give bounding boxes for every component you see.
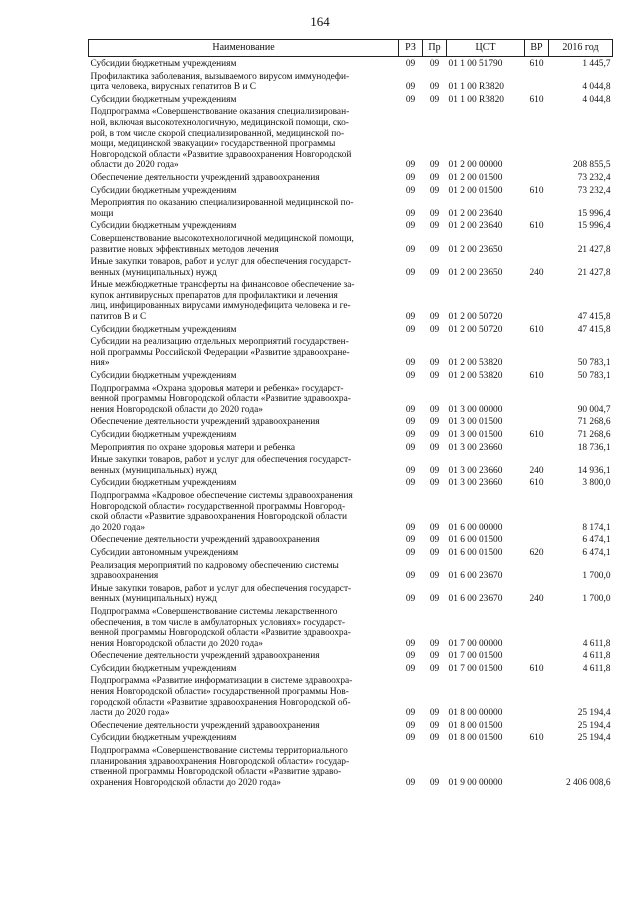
row-amount: 1 445,7: [582, 59, 611, 69]
row-amount: 208 855,5: [573, 160, 611, 171]
row-cst: 01 6 00 23670: [448, 571, 503, 582]
row-rz: 09: [405, 708, 416, 719]
header-year: 2016 год: [549, 40, 613, 57]
row-pr: 09: [429, 160, 440, 171]
row-vr: 610: [529, 94, 544, 105]
row-pr: 09: [429, 777, 440, 788]
row-cst: 01 2 00 23650: [448, 267, 503, 278]
row-amount: 73 232,4: [577, 185, 611, 196]
row-cst: 01 2 00 23640: [448, 221, 503, 232]
row-vr: [525, 232, 549, 255]
row-vr: [525, 171, 549, 184]
row-rz: 09: [405, 571, 416, 582]
table-body: [89, 57, 613, 789]
row-cst: 01 3 00 01500: [448, 417, 503, 428]
row-name: Субсидии бюджетным учреждениям: [90, 478, 237, 489]
table-row: [89, 441, 613, 454]
row-pr: 09: [429, 404, 440, 415]
row-cst: 01 3 00 23660: [448, 478, 503, 489]
row-name: Мероприятия по оказанию специализированной медицинской по- мощи: [90, 198, 354, 219]
row-cst: 01 2 00 23640: [448, 208, 503, 219]
row-vr: 610: [529, 59, 544, 69]
row-pr: 09: [429, 478, 440, 489]
row-cst: 01 7 00 01500: [448, 663, 503, 674]
row-pr: 09: [429, 358, 440, 369]
row-amount: 3 800,0: [582, 478, 611, 489]
row-name: Профилактика заболевания, вызываемого вирусом иммунодефи- цита человека, вирусных гепатитов В и С: [90, 71, 350, 93]
row-cst: 01 3 00 01500: [448, 430, 503, 440]
row-cst: 01 1 00 R3820: [448, 94, 504, 105]
row-pr: 09: [429, 638, 440, 649]
row-pr: 09: [429, 324, 440, 335]
row-rz: 09: [405, 547, 416, 558]
row-rz: 09: [405, 208, 416, 219]
row-rz: 09: [405, 663, 416, 674]
row-vr: 610: [529, 430, 544, 440]
row-name: Иные закупки товаров, работ и услуг для обеспечения государст- венных (муниципальных) нужд: [90, 257, 352, 278]
row-cst: 01 2 00 50720: [448, 312, 503, 323]
table-header-row: [89, 40, 613, 57]
row-rz: 09: [405, 221, 416, 232]
row-rz: 09: [405, 244, 416, 255]
table-row: [89, 382, 613, 416]
row-amount: 4 611,8: [582, 638, 611, 649]
row-pr: 09: [429, 430, 440, 440]
row-amount: 21 427,8: [577, 267, 611, 278]
row-name: Субсидии автономным учреждениям: [90, 547, 239, 558]
row-name: Субсидии бюджетным учреждениям: [90, 663, 237, 674]
row-name: Обеспечение деятельности учреждений здравоохранения: [90, 651, 320, 662]
row-vr: [525, 70, 549, 93]
row-amount: 18 736,1: [577, 442, 611, 453]
header-cst: ЦСТ: [447, 40, 525, 57]
table-row: [89, 533, 613, 546]
row-amount: 4 044,8: [582, 82, 611, 93]
row-pr: 09: [429, 651, 440, 662]
table-row: [89, 232, 613, 255]
row-name: Субсидии бюджетным учреждениям: [90, 733, 237, 744]
table-row: [89, 255, 613, 278]
row-pr: 09: [429, 267, 440, 278]
row-cst: 01 9 00 00000: [448, 777, 503, 788]
row-pr: 09: [429, 708, 440, 719]
table-row: [89, 219, 613, 232]
table-row: [89, 649, 613, 662]
row-name: Подпрограмма «Совершенствование оказания специализирован- ной, включая высокотехнологичную, медицинской помощи, ско- рой, в том числе скорой специализированной, медицинской по- мощи, медицинской эвакуации» государственной программы Новгородской области «Развитие здравоохранения Новгородской области до 2020 года»: [90, 107, 352, 171]
row-vr: 620: [529, 547, 544, 558]
row-vr: 610: [529, 324, 544, 335]
row-amount: 4 611,8: [582, 651, 611, 662]
row-cst: 01 1 00 R3820: [448, 82, 504, 93]
row-cst: 01 2 00 53820: [448, 371, 503, 382]
row-rz: 09: [405, 160, 416, 171]
table-row: [89, 489, 613, 533]
row-amount: 15 996,4: [577, 208, 611, 219]
table-row: [89, 278, 613, 322]
table-row: [89, 453, 613, 476]
row-name: Обеспечение деятельности учреждений здравоохранения: [90, 535, 320, 546]
table-row: [89, 415, 613, 428]
row-rz: 09: [405, 651, 416, 662]
row-cst: 01 2 00 23650: [448, 244, 503, 255]
row-pr: 09: [429, 244, 440, 255]
row-name: Подпрограмма «Кадровое обеспечение системы здравоохранения Новгородской области» государственной программы Новгород- ской области «Развитие здравоохранения Новгородской области до 2020 года»: [90, 490, 353, 533]
row-pr: 09: [429, 417, 440, 428]
row-rz: 09: [405, 535, 416, 546]
row-amount: 1 700,0: [582, 571, 611, 582]
row-rz: 09: [405, 324, 416, 335]
row-amount: 6 474,1: [582, 535, 611, 546]
row-cst: 01 8 00 00000: [448, 708, 503, 719]
row-rz: 09: [405, 172, 416, 183]
row-amount: 90 004,7: [577, 404, 611, 415]
row-name: Подпрограмма «Совершенствование системы территориального планирования здравоохранения Новгородской области» государ- ственной программы Новгородской области «Развитие здраво- охранения Новгородской области до 2020 года»: [90, 746, 350, 788]
row-amount: 8 174,1: [582, 522, 611, 533]
table-row: [89, 323, 613, 336]
row-rz: 09: [405, 720, 416, 731]
row-amount: 71 268,6: [577, 417, 611, 428]
row-vr: [525, 335, 549, 369]
row-pr: 09: [429, 733, 440, 744]
row-vr: 610: [529, 478, 544, 489]
row-pr: 09: [429, 312, 440, 323]
row-amount: 25 194,4: [577, 708, 611, 719]
table-row: [89, 731, 613, 744]
budget-table: [88, 39, 613, 788]
row-cst: 01 1 00 51790: [448, 59, 503, 69]
row-vr: [525, 719, 549, 732]
row-cst: 01 6 00 01500: [448, 535, 503, 546]
row-pr: 09: [429, 535, 440, 546]
row-vr: 240: [529, 465, 544, 476]
row-amount: 50 783,1: [577, 358, 611, 369]
row-vr: [525, 105, 549, 171]
header-pr: Пр: [423, 40, 447, 57]
row-pr: 09: [429, 94, 440, 105]
table-row: [89, 744, 613, 788]
row-amount: 2 406 008,6: [565, 777, 611, 788]
row-rz: 09: [405, 733, 416, 744]
row-name: Подпрограмма «Охрана здоровья матери и ребенка» государст- венной программы Новгородской области «Развитие здравоохра- нения Новгородской области до 2020 года»: [90, 383, 351, 415]
row-rz: 09: [405, 777, 416, 788]
row-pr: 09: [429, 571, 440, 582]
row-rz: 09: [405, 94, 416, 105]
header-rz: РЗ: [399, 40, 423, 57]
header-vr: ВР: [525, 40, 549, 57]
row-pr: 09: [429, 208, 440, 219]
row-cst: 01 8 00 01500: [448, 720, 503, 731]
row-name: Субсидии бюджетным учреждениям: [90, 430, 237, 440]
row-pr: 09: [429, 442, 440, 453]
row-cst: 01 6 00 01500: [448, 547, 503, 558]
row-amount: 1 700,0: [582, 594, 611, 605]
row-name: Субсидии на реализацию отдельных мероприятий государствен- ной программы Российской Федерации «Развитие здравоохране- ния»: [90, 337, 350, 369]
row-cst: 01 2 00 01500: [448, 185, 503, 196]
row-name: Подпрограмма «Совершенствование системы лекарственного обеспечения, в том числе в амбулаторных условиях» государст- венной программы Новгородской области «Развитие здравоохра- нения Новгородской области до 2020 года»: [90, 606, 351, 649]
row-cst: 01 8 00 01500: [448, 733, 503, 744]
row-amount: 71 268,6: [577, 430, 611, 440]
row-cst: 01 2 00 01500: [448, 172, 503, 183]
row-vr: 610: [529, 221, 544, 232]
row-vr: 240: [529, 267, 544, 278]
row-pr: 09: [429, 82, 440, 93]
row-pr: 09: [429, 594, 440, 605]
table-row: [89, 476, 613, 489]
row-name: Обеспечение деятельности учреждений здравоохранения: [90, 417, 320, 428]
row-amount: 73 232,4: [577, 172, 611, 183]
row-name: Иные межбюджетные трансферты на финансовое обеспечение за- купок антивирусных препаратов для профилактики и лечения лиц, инфицированных вирусами иммунодефицита человека и ге- патитов В и С: [90, 280, 355, 323]
row-amount: 15 996,4: [577, 221, 611, 232]
table-row: [89, 105, 613, 171]
row-rz: 09: [405, 522, 416, 533]
row-amount: 21 427,8: [577, 244, 611, 255]
table-row: [89, 335, 613, 369]
row-pr: 09: [429, 547, 440, 558]
row-vr: [525, 649, 549, 662]
row-vr: [525, 533, 549, 546]
row-amount: 47 415,8: [577, 324, 611, 335]
page-number: 164: [310, 14, 330, 29]
row-cst: 01 2 00 00000: [448, 160, 503, 171]
row-vr: [525, 415, 549, 428]
row-name: Субсидии бюджетным учреждениям: [90, 371, 237, 382]
row-pr: 09: [429, 185, 440, 196]
table-row: [89, 662, 613, 675]
row-pr: 09: [429, 371, 440, 382]
row-pr: 09: [429, 663, 440, 674]
row-cst: 01 6 00 00000: [448, 522, 503, 533]
row-rz: 09: [405, 59, 416, 69]
row-pr: 09: [429, 221, 440, 232]
table-row: [89, 559, 613, 582]
row-name: Совершенствование высокотехнологичной медицинской помощи, развитие новых эффективных методов лечения: [90, 233, 354, 255]
table-row: [89, 70, 613, 93]
row-vr: 240: [529, 594, 544, 605]
row-vr: 610: [529, 663, 544, 674]
row-amount: 14 936,1: [577, 465, 611, 476]
row-vr: [525, 674, 549, 718]
table-row: [89, 184, 613, 197]
row-rz: 09: [405, 594, 416, 605]
row-pr: 09: [429, 720, 440, 731]
row-rz: 09: [405, 442, 416, 453]
row-rz: 09: [405, 185, 416, 196]
row-vr: [525, 278, 549, 322]
row-name: Субсидии бюджетным учреждениям: [90, 324, 237, 335]
table-row: [89, 93, 613, 106]
row-rz: 09: [405, 358, 416, 369]
row-amount: 25 194,4: [577, 733, 611, 744]
row-name: Подпрограмма «Развитие информатизации в системе здравоохра- нения Новгородской области» государственной программы Нов- городской области «Развитие здравоохранения Новгородской об- ласти до 2020 года»: [90, 676, 353, 719]
row-amount: 6 474,1: [582, 547, 611, 558]
row-cst: 01 2 00 50720: [448, 324, 503, 335]
table-row: [89, 428, 613, 441]
table-row: [89, 369, 613, 382]
row-name: Субсидии бюджетным учреждениям: [90, 185, 237, 196]
row-vr: 610: [529, 733, 544, 744]
row-cst: 01 2 00 53820: [448, 358, 503, 369]
row-vr: [525, 441, 549, 454]
row-name: Реализация мероприятий по кадровому обеспечению системы здравоохранения: [90, 560, 339, 582]
row-cst: 01 7 00 00000: [448, 638, 503, 649]
row-rz: 09: [405, 404, 416, 415]
table-row: [89, 582, 613, 605]
row-vr: [525, 489, 549, 533]
row-vr: [525, 559, 549, 582]
table-row: [89, 605, 613, 649]
row-rz: 09: [405, 638, 416, 649]
row-rz: 09: [405, 430, 416, 440]
row-cst: 01 3 00 23660: [448, 465, 503, 476]
row-pr: 09: [429, 59, 440, 69]
table-row: [89, 196, 613, 219]
row-rz: 09: [405, 465, 416, 476]
table-row: [89, 546, 613, 559]
row-amount: 50 783,1: [577, 371, 611, 382]
row-vr: [525, 744, 549, 788]
row-rz: 09: [405, 417, 416, 428]
row-cst: 01 6 00 23670: [448, 594, 503, 605]
row-amount: 25 194,4: [577, 720, 611, 731]
row-vr: [525, 605, 549, 649]
row-amount: 4 611,8: [582, 663, 611, 674]
row-amount: 47 415,8: [577, 312, 611, 323]
row-vr: [525, 196, 549, 219]
row-vr: 610: [529, 371, 544, 382]
row-rz: 09: [405, 82, 416, 93]
row-name: Иные закупки товаров, работ и услуг для обеспечения государст- венных (муниципальных) нужд: [90, 455, 352, 476]
row-rz: 09: [405, 312, 416, 323]
row-vr: 610: [529, 185, 544, 196]
row-name: Иные закупки товаров, работ и услуг для обеспечения государст- венных (муниципальных) нужд: [90, 583, 352, 605]
row-pr: 09: [429, 172, 440, 183]
table-row: [89, 719, 613, 732]
table-row: [89, 57, 613, 70]
row-name: Мероприятия по охране здоровья матери и ребенка: [90, 442, 296, 453]
row-name: Субсидии бюджетным учреждениям: [90, 221, 237, 232]
row-name: Обеспечение деятельности учреждений здравоохранения: [90, 172, 320, 183]
row-name: Субсидии бюджетным учреждениям: [90, 94, 237, 105]
row-vr: [525, 382, 549, 416]
row-pr: 09: [429, 465, 440, 476]
row-name: Обеспечение деятельности учреждений здравоохранения: [90, 720, 320, 731]
row-pr: 09: [429, 522, 440, 533]
row-rz: 09: [405, 267, 416, 278]
header-name: Наименование: [89, 40, 399, 57]
row-cst: 01 3 00 00000: [448, 404, 503, 415]
table-row: [89, 674, 613, 718]
row-name: Субсидии бюджетным учреждениям: [90, 59, 237, 69]
row-amount: 4 044,8: [582, 94, 611, 105]
row-cst: 01 7 00 01500: [448, 651, 503, 662]
table-row: [89, 171, 613, 184]
row-rz: 09: [405, 371, 416, 382]
row-cst: 01 3 00 23660: [448, 442, 503, 453]
row-rz: 09: [405, 478, 416, 489]
